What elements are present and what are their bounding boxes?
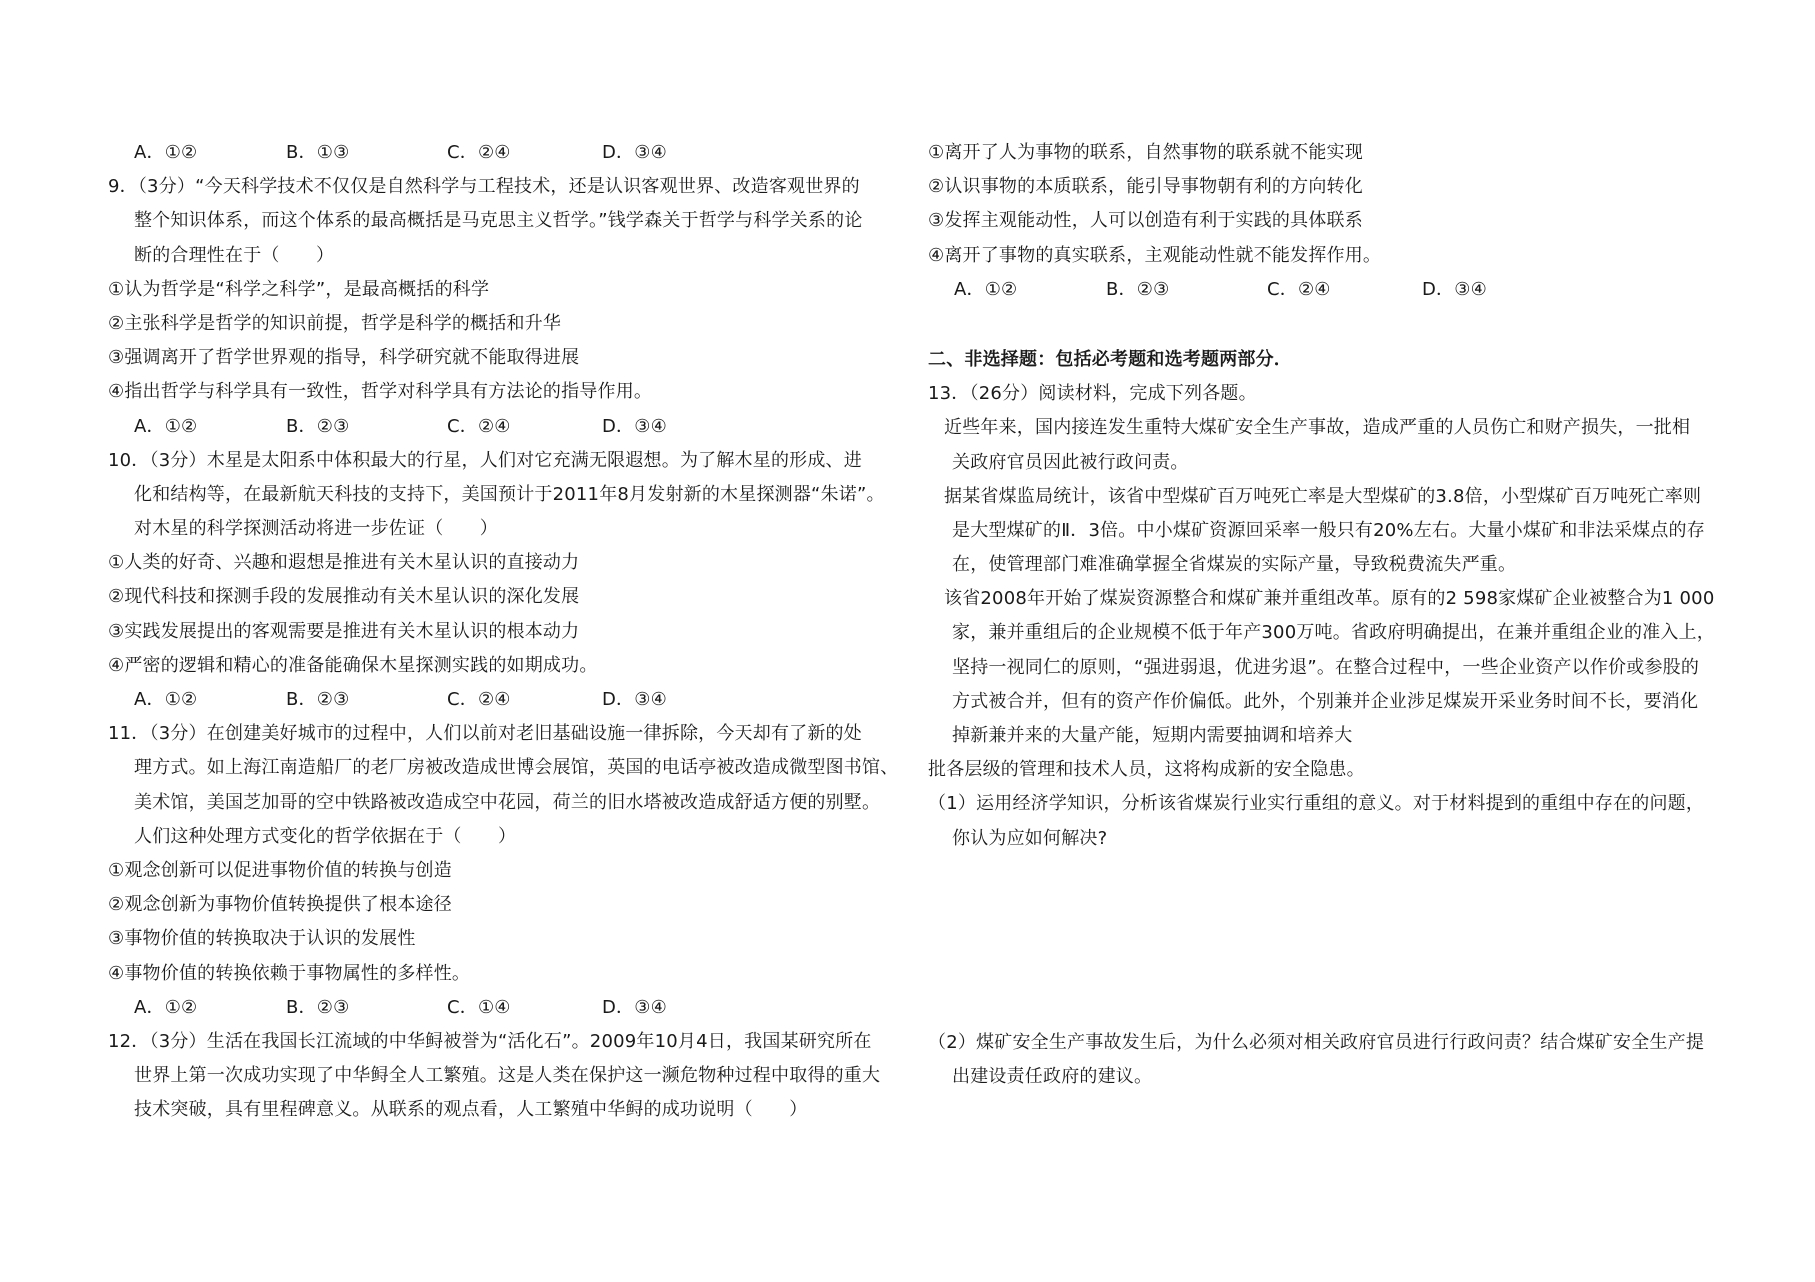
q13-stem: 13．（26分）阅读材料，完成下列各题。 xyxy=(928,383,1257,405)
q11-options xyxy=(108,991,908,1025)
answer-space xyxy=(928,856,1718,1026)
q13-material-line: 关政府官员因此被行政问责。 xyxy=(952,451,1189,473)
q13-material-line: 方式被合并，但有的资产作价偏低。此外，个别兼并企业涉足煤炭开采业务时间不长，要消化 xyxy=(952,690,1699,712)
option-b: B．①③ xyxy=(286,142,350,163)
q12-item-1: ①离开了人为事物的联系，自然事物的联系就不能实现 xyxy=(928,142,1363,163)
option-d: D．③④ xyxy=(602,142,667,163)
option-c: C．②④ xyxy=(447,415,511,437)
q11-item-1: ①观念创新可以促进事物价值的转换与创造 xyxy=(108,859,452,881)
question-9 xyxy=(108,170,908,444)
q9-stem-line: 9．（3分）“今天科学技术不仅仅是自然科学与工程技术，还是认识客观世界、改造客观世界的 xyxy=(108,176,860,198)
q12-stem-line: 世界上第一次成功实现了中华鲟全人工繁殖。这是人类在保护这一濒危物种过程中取得的重大 xyxy=(134,1065,881,1087)
option-b: B．②③ xyxy=(286,689,350,710)
q13-material-line: 在，使管理部门难准确掌握全省煤炭的实际产量，导致税费流失严重。 xyxy=(952,554,1517,576)
q11-stem-line: 人们这种处理方式变化的哲学依据在于（ ） xyxy=(134,825,517,847)
q9-options xyxy=(108,410,908,444)
option-b: B．②③ xyxy=(1106,278,1170,300)
q11-item-3: ③事物价值的转换取决于认识的发展性 xyxy=(108,928,416,950)
q10-options xyxy=(108,683,908,717)
q12-options xyxy=(928,273,1718,307)
q13-material-line: 该省2008年开始了煤炭资源整合和煤矿兼并重组改革。原有的2 598家煤矿企业被整合为1 000 xyxy=(944,588,1715,610)
question-11 xyxy=(108,717,908,1025)
q13-material-line: 掉新兼并来的大量产能，短期内需要抽调和培养大 xyxy=(952,725,1353,746)
option-c: C．②④ xyxy=(447,142,511,163)
option-c: C．①④ xyxy=(447,996,511,1018)
option-a: A．①② xyxy=(134,415,198,437)
q9-item-3: ③强调离开了哲学世界观的指导，科学研究就不能取得进展 xyxy=(108,347,580,369)
q13-material-line: 坚持一视同仁的原则，“强进弱退，优进劣退”。在整合过程中，一些企业资产以作价或参股的 xyxy=(952,656,1700,678)
q13-subquestion-2-cont: 出建设责任政府的建议。 xyxy=(952,1065,1153,1087)
question-13 xyxy=(928,377,1718,1094)
q11-stem-line: 美术馆，美国芝加哥的空中铁路被改造成空中花园，荷兰的旧水塔被改造成舒适方便的别墅。 xyxy=(134,791,881,813)
option-b: B．②③ xyxy=(286,996,350,1018)
q12-stem-line: 技术突破，具有里程碑意义。从联系的观点看，人工繁殖中华鲟的成功说明（ ） xyxy=(134,1099,808,1121)
q12-item-3: ③发挥主观能动性，人可以创造有利于实践的具体联系 xyxy=(928,210,1363,232)
option-c: C．②④ xyxy=(447,689,511,710)
q10-item-1: ①人类的好奇、兴趣和遐想是推进有关木星认识的直接动力 xyxy=(108,552,580,574)
left-column xyxy=(108,136,908,1127)
q11-stem-line: 理方式。如上海江南造船厂的老厂房被改造成世博会展馆，英国的电话亭被改造成微型图书馆、 xyxy=(134,757,899,779)
q13-material-line: 据某省煤监局统计，该省中型煤矿百万吨死亡率是大型煤矿的3.8倍，小型煤矿百万吨死亡率则 xyxy=(944,485,1702,507)
option-b: B．②③ xyxy=(286,415,350,437)
q13-subquestion-2: （2）煤矿安全生产事故发生后，为什么必须对相关政府官员进行行政问责？结合煤矿安全生产提 xyxy=(928,1031,1705,1053)
option-a: A．①② xyxy=(134,689,198,710)
q11-stem-line: 11．（3分）在创建美好城市的过程中，人们以前对老旧基础设施一律拆除，今天却有了新的处 xyxy=(108,723,862,745)
section-title: 二、非选择题：包括必考题和选考题两部分． xyxy=(928,348,1292,370)
q13-subquestion-1: （1）运用经济学知识，分析该省煤炭行业实行重组的意义。对于材料提到的重组中存在的问题， xyxy=(928,793,1705,815)
q13-material-line: 近些年来，国内接连发生重特大煤矿安全生产事故，造成严重的人员伤亡和财产损失，一批相 xyxy=(944,417,1691,439)
q10-stem-line: 10．（3分）木星是太阳系中体积最大的行星，人们对它充满无限遐想。为了解木星的形成、进 xyxy=(108,449,862,471)
option-a: A．①② xyxy=(134,996,198,1018)
option-a: A．①② xyxy=(134,142,198,163)
question-10 xyxy=(108,444,908,718)
q10-stem-line: 化和结构等，在最新航天科技的支持下，美国预计于2011年8月发射新的木星探测器“朱诺”。 xyxy=(134,483,885,505)
option-a: A．①② xyxy=(954,278,1018,300)
option-d: D．③④ xyxy=(1422,278,1487,300)
q9-stem-line: 断的合理性在于（ ） xyxy=(134,244,335,266)
q13-subquestion-1-cont: 你认为应如何解决? xyxy=(952,827,1108,849)
q9-item-4: ④指出哲学与科学具有一致性，哲学对科学具有方法论的指导作用。 xyxy=(108,381,653,403)
q11-item-4: ④事物价值的转换依赖于事物属性的多样性。 xyxy=(108,962,471,984)
option-d: D．③④ xyxy=(602,996,667,1018)
q8-options xyxy=(108,136,908,170)
q9-item-1: ①认为哲学是“科学之科学”，是最高概括的科学 xyxy=(108,278,490,300)
option-d: D．③④ xyxy=(602,689,667,710)
q11-item-2: ②观念创新为事物价值转换提供了根本途径 xyxy=(108,894,452,916)
q10-stem-line: 对木星的科学探测活动将进一步佐证（ ） xyxy=(134,518,498,540)
q12-item-2: ②认识事物的本质联系，能引导事物朝有利的方向转化 xyxy=(928,176,1363,198)
q13-material-line: 批各层级的管理和技术人员，这将构成新的安全隐患。 xyxy=(928,759,1365,781)
q9-stem-line: 整个知识体系，而这个体系的最高概括是马克思主义哲学。”钱学森关于哲学与科学关系的论 xyxy=(134,210,863,232)
q10-item-3: ③实践发展提出的客观需要是推进有关木星认识的根本动力 xyxy=(108,620,580,642)
right-column xyxy=(928,136,1718,1094)
q10-item-2: ②现代科技和探测手段的发展推动有关木星认识的深化发展 xyxy=(108,586,580,608)
option-d: D．③④ xyxy=(602,415,667,437)
q12-item-4: ④离开了事物的真实联系，主观能动性就不能发挥作用。 xyxy=(928,244,1382,266)
q10-item-4: ④严密的逻辑和精心的准备能确保木星探测实践的如期成功。 xyxy=(108,654,598,676)
question-12 xyxy=(108,1025,908,1128)
q13-material-line: 是大型煤矿的Ⅱ．3倍。中小煤矿资源回采率一般只有20%左右。大量小煤矿和非法采煤点的存 xyxy=(952,519,1705,541)
q12-stem-line: 12．（3分）生活在我国长江流域的中华鲟被誉为“活化石”。2009年10月4日，我国某研究所在 xyxy=(108,1030,872,1052)
section-gap xyxy=(928,307,1718,343)
option-c: C．②④ xyxy=(1267,278,1331,300)
q9-item-2: ②主张科学是哲学的知识前提，哲学是科学的概括和升华 xyxy=(108,312,562,334)
q13-material-line: 家，兼并重组后的企业规模不低于年产300万吨。省政府明确提出，在兼并重组企业的准入上， xyxy=(952,622,1715,644)
